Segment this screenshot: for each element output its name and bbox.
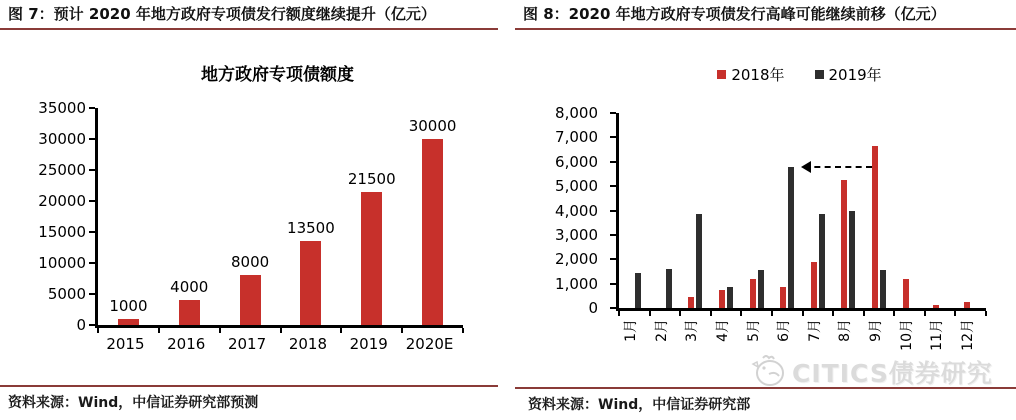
- y-tick-mark: [89, 169, 95, 171]
- figure7-source: 资料来源：Wind，中信证券研究部预测: [8, 395, 259, 411]
- y-axis-labels: [0, 99, 86, 334]
- bar-2020E: [422, 139, 443, 325]
- y-tick-mark: [610, 307, 616, 309]
- peak-shift-arrow-annotation: [804, 166, 872, 168]
- bar-value-label: 8000: [230, 253, 270, 272]
- legend-swatch: [815, 70, 824, 79]
- bar-2019年-6月: [788, 167, 794, 308]
- y-tick-mark: [610, 112, 616, 114]
- y-tick-mark: [610, 161, 616, 163]
- bar-2018年-3月: [688, 297, 694, 308]
- legend-swatch: [717, 70, 726, 79]
- bar-2019年-3月: [696, 214, 702, 308]
- bar-2018年-6月: [780, 287, 786, 308]
- figure8-source: 资料来源：Wind，中信证券研究部: [528, 397, 751, 413]
- figure8-chart: [508, 58, 1016, 360]
- figure8-panel: [508, 0, 1016, 420]
- x-tick-mark: [462, 328, 464, 333]
- bar-2019年-1月: [635, 273, 641, 308]
- x-category-label: [338, 332, 399, 354]
- bar-2019年-8月: [849, 211, 855, 308]
- watermark-label: CITICS债券研究: [792, 359, 993, 388]
- legend-label: 2019年: [828, 66, 882, 84]
- bar-2018年-10月: [903, 279, 909, 308]
- bar-value-label: 4000: [170, 278, 209, 297]
- x-axis-labels: [95, 332, 460, 354]
- x-tick-label: 9月: [867, 319, 884, 342]
- x-tick-label: 6月: [776, 319, 793, 342]
- y-tick-mark: [610, 258, 616, 260]
- x-category-label: [616, 315, 647, 361]
- y-tick-label: 25000: [38, 161, 86, 179]
- x-tick-label: 11月: [929, 319, 946, 351]
- x-tick-label: 2016: [167, 335, 206, 353]
- bar-2019年-9月: [880, 270, 886, 308]
- y-tick-mark: [610, 234, 616, 236]
- bar-2019: [361, 192, 382, 325]
- bar-2018年-5月: [750, 279, 756, 308]
- y-tick-label: 30000: [38, 130, 86, 148]
- y-tick-label: 5000: [47, 285, 86, 304]
- y-tick-mark: [89, 262, 95, 264]
- bar-2018年-8月: [841, 180, 847, 308]
- y-tick-label: 35000: [38, 99, 86, 117]
- bar-2018年-12月: [964, 302, 970, 308]
- legend-item-2018年: [717, 64, 784, 85]
- bar-2019年-4月: [727, 287, 733, 308]
- x-tick-label: 2019: [349, 335, 388, 353]
- y-tick-label: 4,000: [555, 201, 598, 220]
- y-tick-mark: [89, 293, 95, 295]
- x-tick-mark: [985, 311, 987, 316]
- y-tick-mark: [89, 107, 95, 109]
- y-tick-mark: [89, 231, 95, 233]
- x-tick-label: 2018: [288, 335, 327, 353]
- bar-2018年-7月: [811, 262, 817, 308]
- x-category-label: [217, 332, 278, 354]
- chart-legend: [616, 64, 1016, 85]
- chart-title: 地方政府专项债额度: [201, 65, 354, 85]
- x-tick-label: 5月: [745, 319, 762, 342]
- x-tick-label: 12月: [959, 319, 976, 351]
- y-tick-mark: [89, 138, 95, 140]
- bar-2018年-9月: [872, 146, 878, 308]
- y-tick-label: 6,000: [555, 152, 598, 171]
- x-category-label: [399, 332, 460, 354]
- x-category-label: [677, 315, 708, 361]
- bar-2018年-11月: [933, 305, 939, 308]
- y-tick-mark: [610, 185, 616, 187]
- x-tick-label: 7月: [806, 319, 823, 342]
- y-tick-mark: [610, 283, 616, 285]
- x-category-label: [647, 315, 678, 361]
- y-tick-label: 1,000: [555, 274, 598, 293]
- bar-2019年-5月: [758, 270, 764, 308]
- bar-value-label: 13500: [287, 219, 335, 238]
- x-tick-label: 8月: [837, 319, 854, 342]
- x-tick-label: 2020E: [405, 335, 454, 353]
- y-tick-label: 8,000: [555, 104, 598, 122]
- bar-2019年-7月: [819, 214, 825, 308]
- figure8-title: 图 8：2020 年地方政府专项债发行高峰可能继续前移（亿元）: [515, 0, 1016, 30]
- y-tick-label: 0: [76, 316, 86, 334]
- x-tick-label: 3月: [684, 319, 701, 342]
- x-tick-label: 2017: [227, 335, 267, 353]
- y-tick-mark: [610, 136, 616, 138]
- bar-2017: [240, 275, 261, 325]
- x-tick-label: 4月: [715, 319, 732, 342]
- figure7-chart: [0, 58, 508, 360]
- y-tick-mark: [89, 324, 95, 326]
- x-category-label: [156, 332, 217, 354]
- bar-2018年-4月: [719, 290, 725, 308]
- figure7-footer-rule: [0, 385, 498, 387]
- x-category-label: [278, 332, 339, 354]
- citics-bird-logo-icon: [751, 354, 787, 391]
- figure7-title: 图 7：预计 2020 年地方政府专项债发行额度继续提升（亿元）: [0, 0, 498, 30]
- y-tick-label: 0: [588, 299, 598, 317]
- y-tick-mark: [610, 210, 616, 212]
- legend-label: 2018年: [731, 66, 785, 84]
- bar-value-label: 21500: [347, 169, 396, 188]
- bar-2015: [118, 319, 139, 325]
- bar-2019年-2月: [666, 269, 672, 308]
- bar-2016: [179, 300, 200, 325]
- x-tick-label: 1月: [623, 319, 640, 342]
- citics-watermark: [751, 353, 993, 391]
- x-category-label: [95, 332, 156, 354]
- y-tick-label: 15000: [38, 223, 86, 241]
- x-tick-label: 2月: [653, 319, 670, 342]
- legend-item-2019年: [815, 64, 882, 85]
- plot-area: [616, 113, 986, 311]
- y-tick-label: 5,000: [555, 177, 598, 196]
- plot-area: [95, 108, 463, 328]
- y-tick-label: 2,000: [555, 250, 598, 269]
- x-tick-label: 2015: [106, 335, 145, 353]
- x-tick-label: 10月: [898, 319, 915, 351]
- y-axis-labels: [508, 104, 598, 317]
- bar-2018: [300, 241, 321, 325]
- x-category-label: [708, 315, 739, 361]
- bar-value-label: 1000: [109, 296, 148, 315]
- y-tick-label: 3,000: [555, 225, 598, 244]
- arrow-head-icon: [801, 161, 811, 173]
- y-tick-label: 20000: [38, 192, 86, 211]
- bar-value-label: 30000: [408, 117, 457, 135]
- y-tick-label: 7,000: [555, 128, 598, 147]
- y-tick-label: 10000: [38, 254, 86, 273]
- y-tick-mark: [89, 200, 95, 202]
